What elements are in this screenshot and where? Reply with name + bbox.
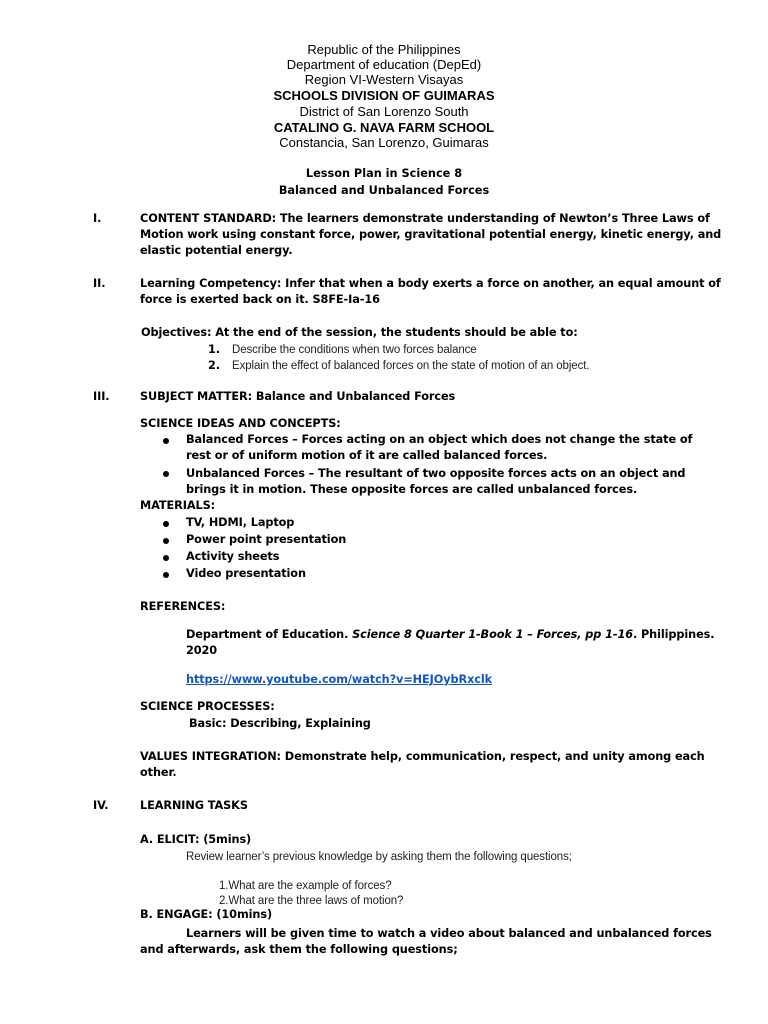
references-heading: REFERENCES: [140, 600, 226, 613]
section-3-numeral: III. [93, 390, 110, 403]
science-processes-heading: SCIENCE PROCESSES: [140, 700, 275, 713]
unbalanced-forces-line1 [186, 466, 685, 482]
unbalanced-forces-line2: brings it in motion. These opposite forces are called unbalanced forces. [186, 483, 638, 496]
elicit-text: Review learner’s previous knowledge by asking them the following questions; [186, 851, 572, 863]
section-2-numeral: II. [93, 277, 106, 290]
section-4-numeral: IV. [93, 799, 109, 812]
reference-author: Department of Education. [186, 628, 353, 641]
engage-heading: B. ENGAGE: (10mins) [140, 908, 273, 921]
objective-1-number: 1. [208, 343, 220, 356]
content-standard-line3: elastic potential energy. [140, 244, 293, 257]
bullet-balanced [163, 438, 169, 444]
header-division: SCHOOLS DIVISION OF GUIMARAS [273, 88, 495, 103]
science-processes-text: Basic: Describing, Explaining [189, 717, 371, 730]
reference-tail: . Philippines. [632, 628, 715, 641]
plan-title: Lesson Plan in Science 8 [305, 167, 463, 180]
reference-citation [186, 627, 715, 643]
material-item: Video presentation [186, 567, 306, 580]
objectives-text: At the end of the session, the students should be able to: [211, 326, 578, 339]
reference-link[interactable]: https://www.youtube.com/watch?v=HEJOybRxclk [186, 673, 493, 686]
material-item: TV, HDMI, Laptop [186, 516, 295, 529]
bullet-material [163, 538, 169, 544]
objective-1-text: Describe the conditions when two forces balance [232, 344, 477, 356]
values-integration-line2: other. [140, 766, 177, 779]
balanced-forces-line1 [186, 432, 692, 448]
objective-2-number: 2. [208, 359, 220, 372]
header-district: District of San Lorenzo South [299, 104, 469, 119]
content-standard-line2: Motion work using constant force, power, gravitational potential energy, kinetic energy, and [140, 228, 722, 241]
header-school: CATALINO G. NAVA FARM SCHOOL [273, 120, 495, 135]
plan-subtitle: Balanced and Unbalanced Forces [278, 184, 490, 197]
materials-heading: MATERIALS: [140, 499, 216, 512]
engage-line2: and afterwards, ask them the following questions; [140, 943, 458, 956]
material-item: Power point presentation [186, 533, 347, 546]
competency-line2: force is exerted back on it. S8FE-Ia-16 [140, 293, 380, 306]
elicit-question-1: 1.What are the example of forces? [219, 880, 392, 892]
elicit-heading: A. ELICIT: (5mins) [140, 833, 252, 846]
header-republic: Republic of the Philippines [307, 42, 461, 57]
reference-year: 2020 [186, 644, 218, 657]
balanced-forces-line2: rest or of uniform motion of it are called balanced forces. [186, 449, 548, 462]
balanced-forces-term: Balanced Forces [186, 433, 289, 446]
content-standard-line1: CONTENT STANDARD: The learners demonstrate understanding of Newton’s Three Laws of [140, 212, 710, 225]
balanced-forces-definition: – Forces acting on an object which does not change the state of [288, 433, 693, 446]
science-ideas-heading: SCIENCE IDEAS AND CONCEPTS: [140, 417, 341, 430]
objective-2-text: Explain the effect of balanced forces on the state of motion of an object. [232, 360, 590, 372]
header-address: Constancia, San Lorenzo, Guimaras [279, 135, 489, 150]
unbalanced-forces-term: Unbalanced Forces [186, 467, 305, 480]
elicit-question-2: 2.What are the three laws of motion? [219, 895, 404, 907]
bullet-material [163, 572, 169, 578]
bullet-unbalanced [163, 471, 169, 477]
subject-matter: SUBJECT MATTER: Balance and Unbalanced Forces [140, 390, 456, 403]
objectives-intro [141, 325, 578, 341]
bullet-material [163, 521, 169, 527]
objectives-label: Objectives: [141, 326, 212, 339]
header-region: Region VI-Western Visayas [304, 72, 464, 87]
section-1-numeral: I. [93, 212, 102, 225]
values-integration-line1: VALUES INTEGRATION: Demonstrate help, communication, respect, and unity among each [140, 750, 705, 763]
competency-line1: Learning Competency: Infer that when a body exerts a force on another, an equal amount of [140, 277, 721, 290]
header-department: Department of education (DepEd) [286, 57, 482, 72]
engage-line1: Learners will be given time to watch a video about balanced and unbalanced forces [186, 927, 712, 940]
reference-title: Science 8 Quarter 1-Book 1 – Forces, pp 1-16 [352, 628, 633, 641]
learning-tasks-heading: LEARNING TASKS [140, 799, 248, 812]
bullet-material [163, 555, 169, 561]
material-item: Activity sheets [186, 550, 280, 563]
unbalanced-forces-definition: – The resultant of two opposite forces acts on an object and [304, 467, 686, 480]
